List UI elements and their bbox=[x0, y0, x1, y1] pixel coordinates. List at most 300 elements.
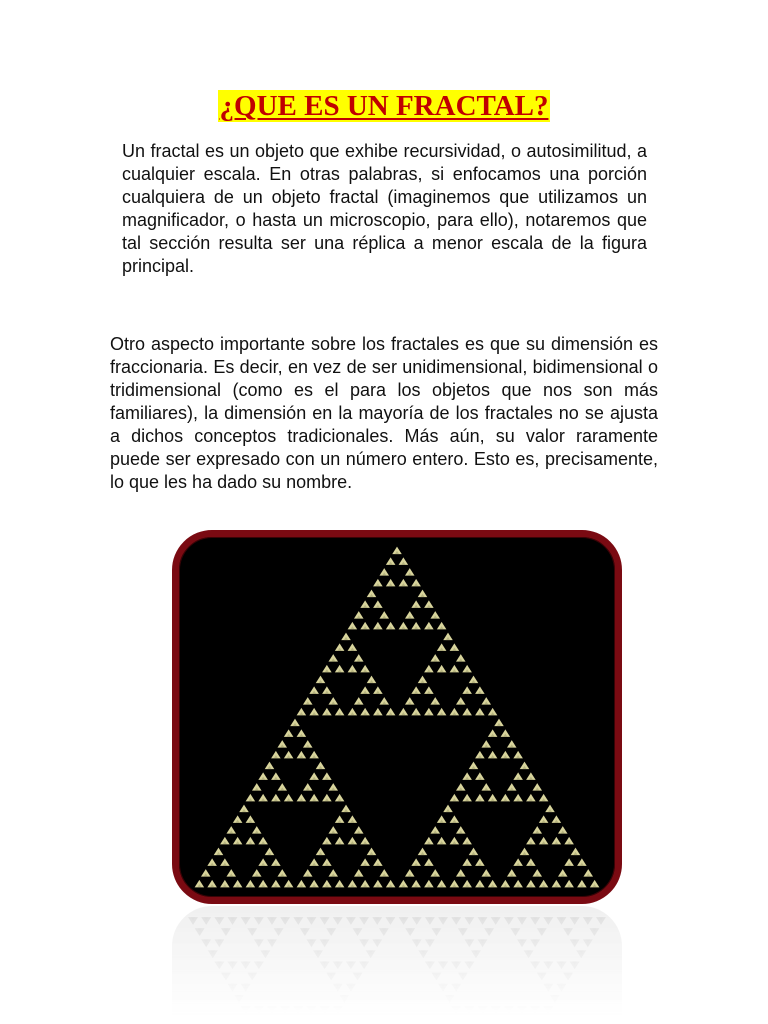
fractal-triangle bbox=[405, 697, 415, 705]
fractal-triangle bbox=[326, 973, 336, 981]
fractal-triangle bbox=[475, 880, 485, 888]
fractal-triangle bbox=[456, 869, 466, 877]
fractal-triangle bbox=[360, 686, 370, 694]
fractal-triangle bbox=[379, 568, 389, 576]
fractal-triangle bbox=[335, 643, 345, 651]
fractal-triangle bbox=[557, 984, 567, 992]
fractal-triangle bbox=[399, 880, 409, 888]
fractal-triangle bbox=[290, 719, 300, 727]
fractal-triangle bbox=[348, 665, 358, 673]
fractal-triangle bbox=[326, 928, 336, 936]
fractal-triangle bbox=[438, 962, 448, 970]
fractal-triangle bbox=[557, 962, 567, 970]
fractal-triangle bbox=[451, 917, 461, 925]
fractal-triangle bbox=[233, 837, 243, 845]
fractal-triangle bbox=[201, 869, 211, 877]
fractal-triangle bbox=[258, 772, 268, 780]
fractal-triangle bbox=[328, 654, 338, 662]
fractal-triangle bbox=[258, 837, 268, 845]
fractal-triangle bbox=[564, 858, 574, 866]
fractal-triangle bbox=[437, 622, 447, 630]
fractal-triangle bbox=[507, 740, 517, 748]
fractal-triangle bbox=[532, 783, 542, 791]
fractal-triangle bbox=[322, 794, 332, 802]
fractal-triangle bbox=[307, 1006, 317, 1014]
fractal-triangle bbox=[284, 794, 294, 802]
fractal-triangle bbox=[484, 928, 494, 936]
fractal-triangle bbox=[228, 962, 238, 970]
fractal-triangle bbox=[481, 697, 491, 705]
fractal-triangle bbox=[543, 984, 553, 992]
fractal-triangle bbox=[353, 928, 363, 936]
fractal-triangle bbox=[478, 1006, 488, 1014]
fractal-triangle bbox=[271, 751, 281, 759]
fractal-triangle bbox=[418, 848, 428, 856]
fractal-triangle bbox=[520, 848, 530, 856]
fractal-triangle bbox=[228, 984, 238, 992]
fractal-triangle bbox=[309, 772, 319, 780]
fractal-triangle bbox=[379, 611, 389, 619]
fractal-triangle bbox=[252, 783, 262, 791]
fractal-triangle bbox=[411, 858, 421, 866]
fractal-triangle bbox=[360, 600, 370, 608]
fractal-triangle bbox=[241, 962, 251, 970]
fractal-triangle bbox=[354, 654, 364, 662]
document-title bbox=[0, 86, 768, 123]
fractal-triangle bbox=[424, 622, 434, 630]
fractal-triangle bbox=[341, 633, 351, 641]
fractal-triangle bbox=[335, 815, 345, 823]
fractal-triangle bbox=[583, 939, 593, 947]
fractal-triangle bbox=[475, 751, 485, 759]
fractal-triangle bbox=[577, 858, 587, 866]
fractal-triangle bbox=[464, 962, 474, 970]
fractal-triangle bbox=[386, 880, 396, 888]
fractal-triangle bbox=[214, 848, 224, 856]
fractal-triangle bbox=[424, 665, 434, 673]
fractal-triangle bbox=[247, 928, 257, 936]
fractal-triangle bbox=[511, 928, 521, 936]
fractal-triangle bbox=[284, 729, 294, 737]
fractal-triangle bbox=[335, 665, 345, 673]
fractal-triangle bbox=[451, 962, 461, 970]
fractal-triangle bbox=[530, 1006, 540, 1014]
fractal-triangle bbox=[293, 1006, 303, 1014]
fractal-triangle bbox=[530, 917, 540, 925]
fractal-triangle bbox=[335, 837, 345, 845]
fractal-triangle bbox=[246, 815, 256, 823]
fractal-triangle bbox=[348, 622, 358, 630]
fractal-triangle bbox=[451, 984, 461, 992]
fractal-triangle bbox=[437, 815, 447, 823]
fractal-triangle bbox=[437, 665, 447, 673]
fractal-triangle bbox=[550, 995, 560, 1003]
fractal-triangle bbox=[507, 869, 517, 877]
fractal-triangle bbox=[274, 928, 284, 936]
fractal-triangle bbox=[271, 858, 281, 866]
fractal-triangle bbox=[267, 917, 277, 925]
fractal-triangle bbox=[462, 772, 472, 780]
fractal-triangle bbox=[359, 939, 369, 947]
fractal-triangle bbox=[532, 826, 542, 834]
fractal-triangle bbox=[372, 917, 382, 925]
fractal-triangle bbox=[504, 917, 514, 925]
fractal-triangle bbox=[360, 665, 370, 673]
fractal-triangle bbox=[258, 880, 268, 888]
fractal-triangle bbox=[233, 815, 243, 823]
fractal-triangle bbox=[425, 917, 435, 925]
fractal-triangle bbox=[456, 654, 466, 662]
fractal-triangle bbox=[322, 858, 332, 866]
fractal-triangle bbox=[501, 751, 511, 759]
intro-paragraph: Un fractal es un objeto que exhibe recursividad, o autosimilitud, a cualquier escala. En otras palabras, si enfocamos una porción cualquiera de un objeto fractal (imaginemos que utilizamos un magnificador, o hasta un microscopio, para ello), notaremos que tal sección resulta ser una réplica a menor escala de la figura principal. bbox=[122, 141, 647, 276]
fractal-triangle bbox=[399, 708, 409, 716]
fractal-triangle bbox=[333, 1006, 343, 1014]
fractal-triangle bbox=[297, 729, 307, 737]
fractal-triangle bbox=[437, 708, 447, 716]
fractal-triangle bbox=[201, 917, 211, 925]
fractal-triangle bbox=[328, 869, 338, 877]
fractal-triangle bbox=[570, 939, 580, 947]
fractal-triangle bbox=[260, 950, 270, 958]
fractal-triangle bbox=[354, 697, 364, 705]
fractal-triangle bbox=[220, 858, 230, 866]
fractal-triangle bbox=[418, 676, 428, 684]
fractal-triangle bbox=[539, 815, 549, 823]
fractal-triangle bbox=[228, 917, 238, 925]
fractal-triangle bbox=[360, 622, 370, 630]
fractal-triangle bbox=[458, 973, 468, 981]
fractal-triangle bbox=[360, 708, 370, 716]
fractal-triangle bbox=[491, 917, 501, 925]
fractal-triangle bbox=[316, 676, 326, 684]
fractal-triangle bbox=[322, 880, 332, 888]
fractal-triangle bbox=[539, 794, 549, 802]
fractal-triangle bbox=[247, 973, 257, 981]
fractal-triangle bbox=[458, 928, 468, 936]
fractal-triangle bbox=[513, 794, 523, 802]
sierpinski-figure bbox=[172, 530, 622, 904]
fractal-triangle bbox=[309, 686, 319, 694]
fractal-triangle bbox=[450, 708, 460, 716]
fractal-triangle bbox=[424, 686, 434, 694]
fractal-triangle bbox=[303, 783, 313, 791]
fractal-triangle bbox=[241, 984, 251, 992]
fractal-triangle bbox=[373, 858, 383, 866]
fractal-triangle bbox=[412, 917, 422, 925]
fractal-triangle bbox=[530, 939, 540, 947]
fractal-triangle bbox=[335, 794, 345, 802]
fractal-triangle bbox=[386, 557, 396, 565]
fractal-triangle bbox=[507, 783, 517, 791]
fractal-triangle bbox=[241, 1006, 251, 1014]
fractal-triangle bbox=[450, 665, 460, 673]
fractal-triangle bbox=[532, 869, 542, 877]
fractal-triangle bbox=[469, 676, 479, 684]
fractal-triangle bbox=[520, 762, 530, 770]
fractal-triangle bbox=[207, 858, 217, 866]
fractal-triangle bbox=[424, 858, 434, 866]
fractal-triangle bbox=[297, 751, 307, 759]
fractal-triangle bbox=[254, 917, 264, 925]
fractal-triangle bbox=[265, 848, 275, 856]
fractal-triangle bbox=[481, 783, 491, 791]
fractal-triangle bbox=[543, 1006, 553, 1014]
fractal-triangle bbox=[478, 917, 488, 925]
fractal-triangle bbox=[335, 880, 345, 888]
fractal-triangle bbox=[517, 939, 527, 947]
fractal-triangle bbox=[309, 880, 319, 888]
fractal-triangle bbox=[188, 917, 198, 925]
fractal-triangle bbox=[346, 917, 356, 925]
fractal-triangle bbox=[405, 928, 415, 936]
fractal-triangle bbox=[577, 880, 587, 888]
fractal-triangle bbox=[526, 794, 536, 802]
fractal-triangle bbox=[207, 880, 217, 888]
fractal-triangle bbox=[277, 783, 287, 791]
fractal-triangle bbox=[348, 708, 358, 716]
fractal-triangle bbox=[297, 880, 307, 888]
fractal-triangle bbox=[233, 880, 243, 888]
fractal-triangle bbox=[557, 917, 567, 925]
fractal-triangle bbox=[284, 751, 294, 759]
fractal-triangle bbox=[399, 622, 409, 630]
fractal-triangle bbox=[563, 928, 573, 936]
fractal-triangle bbox=[437, 643, 447, 651]
fractal-triangle bbox=[501, 794, 511, 802]
fractal-triangle bbox=[589, 928, 599, 936]
fractal-triangle bbox=[354, 869, 364, 877]
fractal-triangle bbox=[481, 869, 491, 877]
fractal-triangle bbox=[309, 708, 319, 716]
fractal-triangle bbox=[517, 1006, 527, 1014]
fractal-triangle bbox=[234, 995, 244, 1003]
fractal-triangle bbox=[201, 939, 211, 947]
fractal-triangle bbox=[481, 740, 491, 748]
fractal-triangle bbox=[558, 826, 568, 834]
fractal-triangle bbox=[360, 880, 370, 888]
fractal-triangle bbox=[322, 837, 332, 845]
fractal-triangle bbox=[373, 600, 383, 608]
fractal-triangle bbox=[267, 939, 277, 947]
fractal-triangle bbox=[333, 917, 343, 925]
fractal-triangle bbox=[322, 665, 332, 673]
fractal-triangle bbox=[373, 686, 383, 694]
fractal-triangle bbox=[405, 568, 415, 576]
fractal-triangle bbox=[513, 858, 523, 866]
sierpinski-triangle-image bbox=[179, 537, 615, 897]
fractal-triangle bbox=[303, 697, 313, 705]
fractal-triangle bbox=[469, 762, 479, 770]
fractal-triangle bbox=[271, 880, 281, 888]
fractal-triangle bbox=[353, 973, 363, 981]
fractal-triangle bbox=[445, 995, 455, 1003]
fractal-triangle bbox=[437, 880, 447, 888]
fractal-triangle bbox=[226, 869, 236, 877]
fractal-triangle bbox=[328, 697, 338, 705]
fractal-triangle bbox=[430, 826, 440, 834]
fractal-triangle bbox=[348, 815, 358, 823]
fractal-triangle bbox=[425, 939, 435, 947]
fractal-triangle bbox=[475, 858, 485, 866]
fractal-triangle bbox=[443, 633, 453, 641]
fractal-triangle bbox=[241, 917, 251, 925]
fractal-triangle bbox=[386, 579, 396, 587]
fractal-triangle bbox=[462, 686, 472, 694]
fractal-triangle bbox=[552, 880, 562, 888]
dimension-paragraph: Otro aspecto importante sobre los fractales es que su dimensión es fraccionaria. Es decir, en vez de ser unidimensional, bidimensional o tridimensional (como es el para los objetos que nos son más familiares), la dimensión en la mayoría de los fractales no se ajusta a dichos conceptos tradicionales. Más aún, su valor raramente puede ser expresado con un número entero. Esto es, precisamente, lo que les ha dado su nombre. bbox=[110, 334, 658, 492]
fractal-triangle bbox=[385, 917, 395, 925]
fractal-triangle bbox=[346, 984, 356, 992]
fractal-triangle bbox=[583, 869, 593, 877]
fractal-triangle bbox=[462, 794, 472, 802]
fractal-triangle bbox=[322, 686, 332, 694]
fractal-triangle bbox=[373, 622, 383, 630]
fractal-triangle bbox=[513, 880, 523, 888]
fractal-triangle bbox=[303, 869, 313, 877]
fractal-triangle bbox=[246, 880, 256, 888]
fractal-triangle bbox=[501, 880, 511, 888]
fractal-triangle bbox=[226, 826, 236, 834]
fractal-triangle bbox=[456, 697, 466, 705]
fractal-triangle bbox=[359, 917, 369, 925]
fractal-triangle bbox=[333, 984, 343, 992]
fractal-triangle bbox=[517, 917, 527, 925]
fractal-triangle bbox=[348, 837, 358, 845]
fractal-triangle bbox=[309, 794, 319, 802]
fractal-triangle bbox=[418, 950, 428, 958]
fractal-triangle bbox=[530, 962, 540, 970]
fractal-triangle bbox=[195, 928, 205, 936]
fractal-triangle bbox=[488, 794, 498, 802]
fractal-triangle bbox=[464, 939, 474, 947]
fractal-triangle bbox=[220, 837, 230, 845]
fractal-triangle bbox=[537, 928, 547, 936]
fractal-triangle bbox=[399, 557, 409, 565]
fractal-triangle bbox=[399, 579, 409, 587]
fractal-triangle bbox=[359, 962, 369, 970]
fractal-triangle bbox=[354, 826, 364, 834]
fractal-triangle bbox=[526, 858, 536, 866]
fractal-triangle bbox=[411, 880, 421, 888]
fractal-triangle bbox=[214, 939, 224, 947]
fractal-triangle bbox=[348, 643, 358, 651]
fractal-triangle bbox=[430, 869, 440, 877]
fractal-triangle bbox=[464, 917, 474, 925]
fractal-triangle bbox=[284, 880, 294, 888]
fractal-triangle bbox=[339, 995, 349, 1003]
fractal-triangle bbox=[320, 917, 330, 925]
fractal-triangle bbox=[438, 917, 448, 925]
fractal-triangle bbox=[583, 917, 593, 925]
fractal-triangle bbox=[360, 837, 370, 845]
fractal-triangle bbox=[258, 858, 268, 866]
fractal-triangle bbox=[570, 962, 580, 970]
fractal-triangle bbox=[526, 772, 536, 780]
fractal-triangle bbox=[564, 837, 574, 845]
fractal-triangle bbox=[526, 837, 536, 845]
fractal-triangle bbox=[576, 950, 586, 958]
fractal-triangle bbox=[475, 708, 485, 716]
fractal-triangle bbox=[333, 962, 343, 970]
fractal-triangle bbox=[320, 939, 330, 947]
fractal-triangle bbox=[307, 939, 317, 947]
fractal-triangle bbox=[293, 917, 303, 925]
fractal-triangle bbox=[494, 719, 504, 727]
fractal-triangle bbox=[543, 917, 553, 925]
fractal-triangle bbox=[220, 880, 230, 888]
fractal-triangle bbox=[280, 1006, 290, 1014]
fractal-triangle bbox=[526, 880, 536, 888]
fractal-triangle bbox=[303, 740, 313, 748]
fractal-triangle bbox=[328, 826, 338, 834]
fractal-triangle bbox=[475, 794, 485, 802]
fractal-triangle bbox=[360, 858, 370, 866]
fractal-triangle bbox=[254, 1006, 264, 1014]
fractal-triangle bbox=[424, 880, 434, 888]
fractal-triangle bbox=[246, 837, 256, 845]
fractal-triangle bbox=[488, 729, 498, 737]
fractal-triangle bbox=[571, 848, 581, 856]
fractal-triangle bbox=[320, 962, 330, 970]
fractal-triangle bbox=[411, 686, 421, 694]
fractal-triangle bbox=[450, 880, 460, 888]
fractal-triangle bbox=[475, 772, 485, 780]
fractal-triangle bbox=[322, 708, 332, 716]
fractal-triangle bbox=[552, 815, 562, 823]
fractal-triangle bbox=[418, 590, 428, 598]
sierpinski-reflection-image bbox=[172, 906, 622, 1016]
fractal-triangle bbox=[373, 579, 383, 587]
fractal-triangle bbox=[543, 962, 553, 970]
fractal-triangle bbox=[411, 708, 421, 716]
fractal-triangle bbox=[271, 772, 281, 780]
fractal-triangle bbox=[254, 962, 264, 970]
fractal-triangle bbox=[341, 805, 351, 813]
fractal-triangle bbox=[411, 622, 421, 630]
fractal-triangle bbox=[405, 869, 415, 877]
fractal-triangle bbox=[430, 654, 440, 662]
fractal-triangle bbox=[478, 939, 488, 947]
fractal-triangle bbox=[316, 762, 326, 770]
fractal-triangle bbox=[504, 1006, 514, 1014]
fractal-triangle bbox=[239, 805, 249, 813]
fractal-triangle bbox=[513, 772, 523, 780]
fractal-triangle bbox=[373, 708, 383, 716]
fractal-triangle bbox=[412, 939, 422, 947]
figure-frame bbox=[172, 530, 622, 904]
fractal-triangle bbox=[513, 751, 523, 759]
fractal-triangle bbox=[524, 950, 534, 958]
fractal-triangle bbox=[367, 848, 377, 856]
fractal-triangle bbox=[462, 880, 472, 888]
fractal-triangle bbox=[379, 869, 389, 877]
fractal-triangle bbox=[297, 708, 307, 716]
fractal-triangle bbox=[320, 1006, 330, 1014]
fractal-triangle bbox=[424, 600, 434, 608]
fractal-triangle bbox=[246, 794, 256, 802]
fractal-triangle bbox=[373, 880, 383, 888]
fractal-triangle bbox=[307, 917, 317, 925]
fractal-triangle bbox=[488, 751, 498, 759]
fractal-triangle bbox=[432, 928, 442, 936]
fractal-triangle bbox=[564, 880, 574, 888]
fractal-triangle bbox=[475, 686, 485, 694]
fractal-triangle bbox=[570, 917, 580, 925]
fractal-triangle bbox=[432, 973, 442, 981]
fractal-triangle bbox=[411, 600, 421, 608]
fractal-triangle bbox=[552, 837, 562, 845]
